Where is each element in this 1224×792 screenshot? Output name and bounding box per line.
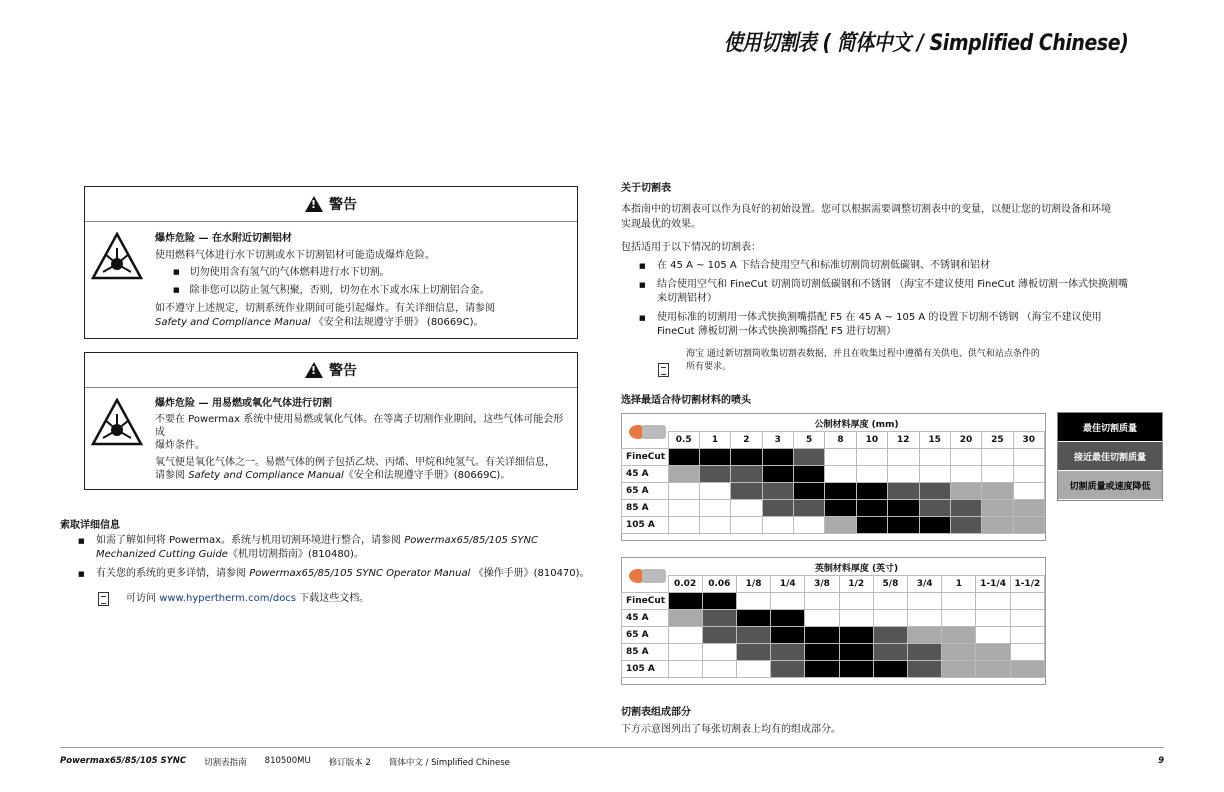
list-item: ■ 结合使用空气和 FineCut 切割筒切割低碳钢和不锈钢 （海宝不建议使用 FineCut 薄板切割一体式快换割嘴 来切割铝材） — [621, 278, 1166, 306]
quality-cell — [942, 644, 976, 661]
quality-cell — [794, 517, 825, 534]
quality-cell — [771, 627, 805, 644]
docs-link[interactable]: www.hypertherm.com/docs — [159, 593, 297, 604]
quality-cell — [731, 466, 762, 483]
legend-near: 接近最佳切割质量 — [1058, 442, 1162, 471]
table-row — [622, 449, 1045, 466]
column-header: 1-1/4 — [976, 576, 1010, 593]
quality-cell — [794, 449, 825, 466]
footer-rev: 修订版本 2 — [328, 758, 371, 768]
quality-cell — [825, 483, 856, 500]
quality-cell — [1010, 644, 1044, 661]
row-label: 105 A — [622, 661, 669, 678]
list-item: ■ 有关您的系统的更多详情，请参阅 Powermax65/85/105 SYNC Operator Manual 《操作手册》(810470)。 — [60, 567, 605, 581]
column-header: 5/8 — [873, 576, 907, 593]
quality-cell — [668, 593, 702, 610]
quality-cell — [1013, 449, 1044, 466]
components-heading: 切割表组成部分 — [621, 707, 691, 718]
quality-cell — [976, 661, 1010, 678]
column-header: 12 — [888, 432, 919, 449]
about-intro: 包括适用于以下情况的切割表： — [621, 242, 761, 253]
quality-cell — [771, 661, 805, 678]
quality-cell — [1010, 627, 1044, 644]
quality-cell — [839, 661, 873, 678]
quality-cell — [731, 500, 762, 517]
table-row — [622, 500, 1045, 517]
column-header: 20 — [950, 432, 981, 449]
quality-cell — [762, 466, 793, 483]
column-header: 2 — [731, 432, 762, 449]
about-note: 海宝 通过新切割筒收集切割表数据，并且在收集过程中遵循有关供电、供气和站点条件的 所有要求。 — [686, 349, 1040, 372]
quality-cell — [736, 627, 770, 644]
warning-header — [85, 353, 577, 388]
column-header: 8 — [825, 432, 856, 449]
select-heading: 选择最适合待切割材料的喷头 — [621, 395, 751, 406]
quality-cell — [794, 483, 825, 500]
about-heading: 关于切割表 — [621, 183, 671, 194]
warning-header-label: 警告 — [329, 363, 357, 379]
quality-cell — [839, 593, 873, 610]
quality-cell — [699, 466, 730, 483]
manual-ref: 《安全和法规遵守手册》 (80669C)。 — [313, 317, 484, 328]
quality-cell — [736, 644, 770, 661]
quality-cell — [805, 661, 839, 678]
list-item: ■ 使用标准的切割用一体式快换割嘴搭配 F5 在 45 A ~ 105 A 的设置下切割不锈钢 （海宝不建议使用 FineCut 薄板切割一体式快换割嘴搭配 F5 进行切割） — [621, 311, 1166, 339]
manual-ref: 《安全和法规遵守手册》(80669C)。 — [343, 470, 511, 481]
row-label: 45 A — [622, 466, 669, 483]
quality-cell — [919, 483, 950, 500]
quality-cell — [839, 627, 873, 644]
column-header: 10 — [856, 432, 887, 449]
table-row — [622, 627, 1045, 644]
quality-cell — [856, 500, 887, 517]
column-header: 15 — [919, 432, 950, 449]
quality-cell — [942, 661, 976, 678]
warning-text: 请参阅 — [155, 470, 189, 481]
about-paragraph: 本指南中的切割表可以作为良好的初始设置。您可以根据需要调整切割表中的变量，以便让您的切割设备和环境 实现最优的效果。 — [621, 204, 1111, 230]
row-label: FineCut — [622, 449, 669, 466]
row-label: 85 A — [622, 500, 669, 517]
table-row — [622, 483, 1045, 500]
quality-cell — [1010, 661, 1044, 678]
quality-cell — [805, 644, 839, 661]
column-header: 1/2 — [839, 576, 873, 593]
column-header: 3/8 — [805, 576, 839, 593]
quality-cell — [950, 500, 981, 517]
quality-cell — [668, 644, 702, 661]
quality-cell — [1010, 593, 1044, 610]
warning-text: 不要在 Powermax 系统中使用易燃或氧化气体。在等离子切割作业期间，这些气体可能会形成 — [155, 414, 564, 438]
warning-box-aluminum — [84, 186, 578, 339]
warning-text: 使用燃料气体进行水下切割或水下切割铝材可能造成爆炸危险。 — [155, 250, 435, 261]
quality-cell — [1010, 610, 1044, 627]
quality-cell — [942, 610, 976, 627]
quality-cell — [888, 466, 919, 483]
column-header: 3 — [762, 432, 793, 449]
column-header: 0.06 — [702, 576, 736, 593]
quality-cell — [702, 661, 736, 678]
quality-cell — [731, 483, 762, 500]
quality-cell — [699, 483, 730, 500]
quality-cell — [950, 483, 981, 500]
footer-part: 810500MU — [264, 756, 311, 766]
warning-bullet: ■ 除非您可以防止氢气积聚，否则，切勿在水下或水床上切割铝合金。 — [189, 282, 569, 300]
quality-cell — [668, 517, 699, 534]
quality-cell — [873, 610, 907, 627]
quality-cell — [762, 449, 793, 466]
warning-bullet: ■ 切勿使用含有氢气的气体燃料进行水下切割。 — [189, 264, 569, 282]
warning-box-gases — [84, 352, 578, 490]
quality-cell — [982, 483, 1013, 500]
quality-cell — [982, 517, 1013, 534]
table-row — [622, 610, 1045, 627]
quality-cell — [888, 449, 919, 466]
quality-cell — [982, 466, 1013, 483]
metric-table-title: 公制材料厚度 (mm) — [814, 420, 899, 430]
column-header: 5 — [794, 432, 825, 449]
quality-cell — [888, 517, 919, 534]
quality-cell — [982, 449, 1013, 466]
quality-cell — [976, 593, 1010, 610]
quality-cell — [888, 500, 919, 517]
quality-cell — [736, 593, 770, 610]
quality-cell — [702, 593, 736, 610]
list-item: ■ 如需了解如何将 Powermax。系统与机用切割环境进行整合，请参阅 Powermax65/85/105 SYNC Mechanized Cutting Guide《机用切割指南》(810480)。 — [60, 534, 605, 562]
column-header: 1-1/2 — [1010, 576, 1044, 593]
components-text: 下方示意图列出了每张切割表上均有的组成部分。 — [621, 724, 841, 735]
quality-cell — [771, 644, 805, 661]
quality-cell — [825, 500, 856, 517]
row-label: FineCut — [622, 593, 669, 610]
row-label: 85 A — [622, 644, 669, 661]
quality-cell — [950, 449, 981, 466]
quality-cell — [873, 661, 907, 678]
page-title: 使用切割表 ( 简体中文 / Simplified Chinese) — [723, 31, 1128, 56]
column-header: 25 — [982, 432, 1013, 449]
table-row — [622, 593, 1045, 610]
column-header: 1/4 — [771, 576, 805, 593]
table-row — [622, 644, 1045, 661]
warning-text: 如不遵守上述规定，切割系统作业期间可能引起爆炸。有关详细信息，请参阅 — [155, 303, 495, 314]
warning-title: 爆炸危险 — 在水附近切割铝材 — [155, 233, 292, 244]
quality-cell — [976, 644, 1010, 661]
quality-cell — [908, 593, 942, 610]
quality-cell — [873, 593, 907, 610]
quality-cell — [908, 610, 942, 627]
quality-cell — [873, 627, 907, 644]
more-info-list — [60, 534, 605, 586]
quality-cell — [856, 449, 887, 466]
column-header: 3/4 — [908, 576, 942, 593]
quality-cell — [839, 610, 873, 627]
column-header: 1 — [942, 576, 976, 593]
column-header: 1 — [699, 432, 730, 449]
quality-cell — [856, 466, 887, 483]
footer-guide: 切割表指南 — [204, 758, 247, 768]
column-header: 0.02 — [668, 576, 702, 593]
note-icon — [98, 592, 109, 606]
quality-cell — [699, 500, 730, 517]
note-icon — [658, 363, 669, 377]
table-corner — [622, 432, 669, 449]
quality-cell — [1013, 517, 1044, 534]
footer-product: Powermax65/85/105 SYNC — [60, 756, 187, 766]
quality-cell — [1013, 466, 1044, 483]
explosion-icon — [91, 232, 143, 280]
quality-cell — [919, 466, 950, 483]
quality-cell — [668, 627, 702, 644]
quality-cell — [731, 517, 762, 534]
quality-cell — [736, 661, 770, 678]
quality-cell — [908, 661, 942, 678]
quality-cell — [805, 610, 839, 627]
warning-triangle-icon — [305, 196, 323, 212]
warning-triangle-icon — [305, 362, 323, 378]
quality-cell — [982, 500, 1013, 517]
quality-cell — [976, 627, 1010, 644]
column-header: 1/8 — [736, 576, 770, 593]
quality-cell — [942, 593, 976, 610]
quality-cell — [668, 500, 699, 517]
quality-legend — [1057, 412, 1163, 501]
quality-cell — [888, 483, 919, 500]
legend-best: 最佳切割质量 — [1058, 413, 1162, 442]
row-label: 105 A — [622, 517, 669, 534]
quality-cell — [702, 627, 736, 644]
warning-header — [85, 187, 577, 222]
page-number: 9 — [1158, 756, 1164, 766]
quality-cell — [668, 466, 699, 483]
quality-cell — [839, 644, 873, 661]
quality-cell — [794, 500, 825, 517]
quality-cell — [762, 500, 793, 517]
quality-cell — [1013, 500, 1044, 517]
legend-reduced: 切割质量或速度降低 — [1058, 471, 1162, 500]
metric-cut-table — [621, 431, 1045, 534]
manual-title: Safety and Compliance Manual — [188, 470, 344, 481]
quality-cell — [1013, 483, 1044, 500]
quality-cell — [908, 627, 942, 644]
column-header: 30 — [1013, 432, 1044, 449]
docs-note: 可访问 www.hypertherm.com/docs 下载这些文档。 — [126, 593, 370, 604]
quality-cell — [919, 517, 950, 534]
quality-cell — [699, 517, 730, 534]
quality-cell — [736, 610, 770, 627]
quality-cell — [668, 449, 699, 466]
footer-rule — [60, 747, 1164, 748]
row-label: 45 A — [622, 610, 669, 627]
table-row — [622, 661, 1045, 678]
quality-cell — [919, 500, 950, 517]
quality-cell — [805, 627, 839, 644]
quality-cell — [771, 610, 805, 627]
quality-cell — [942, 627, 976, 644]
list-item: ■ 在 45 A ~ 105 A 下结合使用空气和标准切割筒切割低碳钢、不锈钢和铝材 — [621, 259, 1166, 273]
footer-lang: 简体中文 / Simplified Chinese — [388, 758, 510, 768]
quality-cell — [731, 449, 762, 466]
quality-cell — [794, 466, 825, 483]
quality-cell — [668, 661, 702, 678]
warning-header-label: 警告 — [329, 197, 357, 213]
quality-cell — [805, 593, 839, 610]
imperial-cut-table — [621, 575, 1045, 678]
explosion-icon — [91, 398, 143, 446]
warning-text: 氧气便是氧化气体之一。易燃气体的例子包括乙炔、丙烯、甲烷和纯氢气。有关详细信息， — [155, 457, 555, 468]
footer — [60, 756, 510, 768]
quality-cell — [825, 466, 856, 483]
quality-cell — [950, 466, 981, 483]
quality-cell — [668, 483, 699, 500]
quality-cell — [908, 644, 942, 661]
quality-cell — [762, 517, 793, 534]
quality-cell — [702, 610, 736, 627]
quality-cell — [699, 449, 730, 466]
column-header: 0.5 — [668, 432, 699, 449]
quality-cell — [825, 449, 856, 466]
table-corner — [622, 576, 669, 593]
quality-cell — [856, 483, 887, 500]
table-row — [622, 517, 1045, 534]
warning-title: 爆炸危险 — 用易燃或氧化气体进行切割 — [155, 398, 332, 409]
quality-cell — [976, 610, 1010, 627]
row-label: 65 A — [622, 627, 669, 644]
quality-cell — [825, 517, 856, 534]
quality-cell — [702, 644, 736, 661]
quality-cell — [950, 517, 981, 534]
imperial-table-title: 英制材料厚度 (英寸) — [814, 564, 899, 574]
quality-cell — [762, 483, 793, 500]
row-label: 65 A — [622, 483, 669, 500]
quality-cell — [873, 644, 907, 661]
about-list — [621, 259, 1166, 344]
warning-text: 爆炸条件。 — [155, 440, 205, 451]
table-row — [622, 466, 1045, 483]
quality-cell — [856, 517, 887, 534]
quality-cell — [919, 449, 950, 466]
more-info-heading: 索取详细信息 — [60, 520, 120, 531]
manual-title: Safety and Compliance Manual — [155, 317, 311, 328]
quality-cell — [668, 610, 702, 627]
quality-cell — [771, 593, 805, 610]
